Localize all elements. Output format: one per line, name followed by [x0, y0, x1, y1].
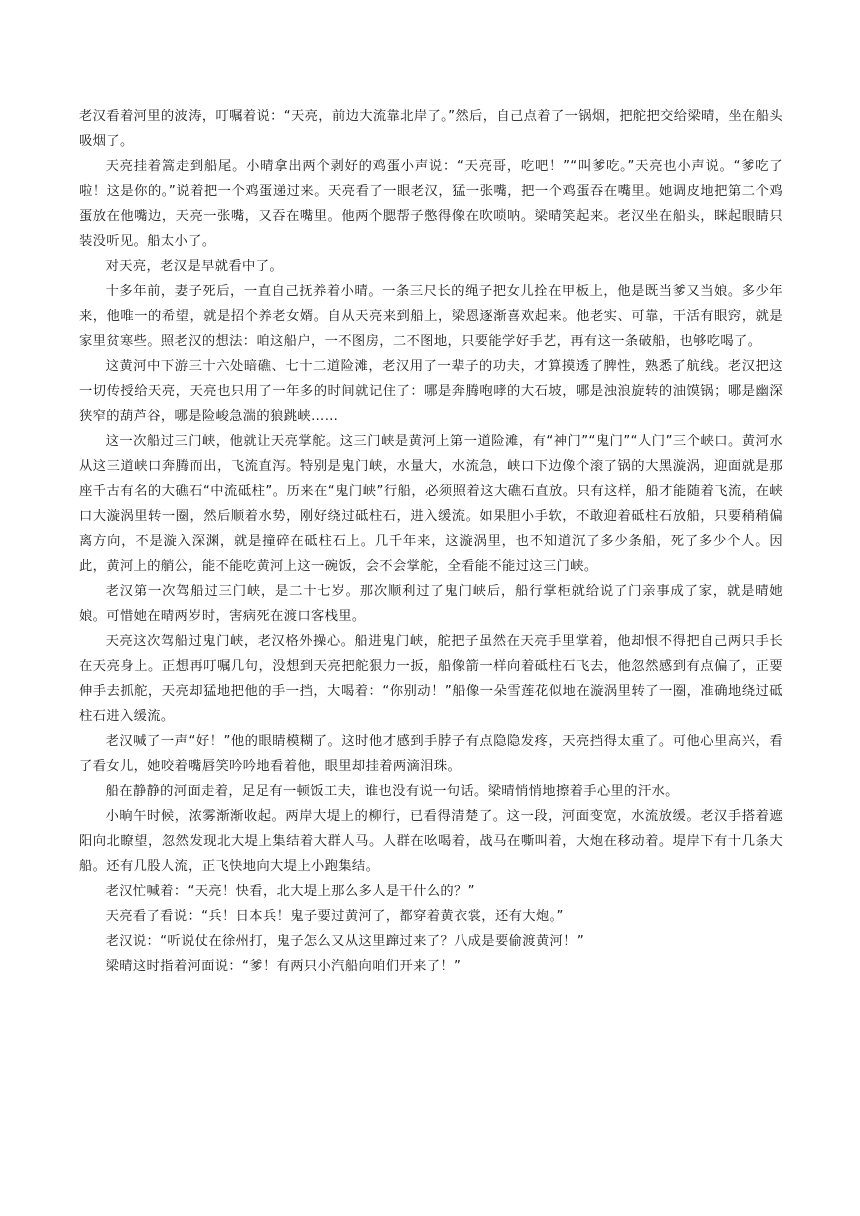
paragraph-1: 老汉看着河里的波涛，叮嘱着说：“天亮，前边大流靠北岸了。”然后，自己点着了一锅烟，把舵把交给梁晴，坐在船头吸烟了。 [79, 109, 783, 149]
paragraph-2: 天亮挂着篙走到船尾。小晴拿出两个剥好的鸡蛋小声说：“天亮哥，吃吧！”“叫爹吃。”天亮也小声说。“爹吃了啦！这是你的。”说着把一个鸡蛋递过来。天亮看了一眼老汉，猛一张嘴，把一个鸡蛋吞在嘴里。她调皮地把第二个鸡蛋放在他嘴边，天亮一张嘴，又吞在嘴里。他两个腮帮子憋得像在吹唢呐。梁晴笑起来。老汉坐在船头，眯起眼睛只装没听见。船太小了。 [79, 159, 783, 249]
paragraph-15: 梁晴这时指着河面说：“爹！有两只小汽船向咱们开来了！” [105, 959, 462, 974]
paragraph-12: 老汉忙喊着：“天亮！快看，北大堤上那么多人是干什么的？” [105, 884, 475, 899]
paragraph-6: 这一次船过三门峡，他就让天亮掌舵。这三门峡是黄河上第一道险滩，有“神门”“鬼门”“人门”三个峡口。黄河水从这三道峡口奔腾而出，飞流直泻。特别是鬼门峡，水量大，水流急，峡口下边像个滚了锅的大黑漩涡，迎面就是那座千古有名的大礁石“中流砥柱”。历来在“鬼门峡”行船，必须照着这大礁石直放。只有这样，船才能随着飞流，在峡口大漩涡里转一圈，然后顺着水势，刚好绕过砥柱石，进入缓流。如果胆小手软，不敢迎着砥柱石放船，只要稍稍偏离方向，不是漩入深渊，就是撞碎在砥柱石上。几千年来，这漩涡里，也不知道沉了多少条船，死了多少个人。因此，黄河上的艄公，能不能吃黄河上这一碗饭，会不会掌舵，全看能不能过这三门峡。 [79, 434, 783, 574]
paragraph-8: 天亮这次驾船过鬼门峡，老汉格外操心。船进鬼门峡，舵把子虽然在天亮手里掌着，他却恨不得把自己两只手长在天亮身上。正想再叮嘱几句，没想到天亮把舵狠力一扳，船像箭一样向着砥柱石飞去，他忽然感到有点偏了，正要伸手去抓舵，天亮却猛地把他的手一挡，大喝着：“你别动！”船像一朵雪莲花似地在漩涡里转了一圈，准确地绕过砥柱石进入缓流。 [79, 634, 783, 724]
paragraph-3: 对天亮，老汉是早就看中了。 [105, 259, 284, 274]
paragraph-4: 十多年前，妻子死后，一直自己抚养着小晴。一条三尺长的绳子把女儿拴在甲板上，他是既当爹又当娘。多少年来，他唯一的希望，就是招个养老女婿。自从天亮来到船上，梁恩逐渐喜欢起来。他老实、可靠，干活有眼窍，就是家里贫寒些。照老汉的想法：咱这船户，一不图房，二不图地，只要能学好手艺，再有这一条破船，也够吃喝了。 [79, 284, 783, 349]
paragraph-11: 小晌午时候，浓雾渐渐收起。两岸大堤上的柳行，已看得清楚了。这一段，河面变宽，水流放缓。老汉手搭着遮阳向北瞭望，忽然发现北大堤上集结着大群人马。人群在吆喝着，战马在嘶叫着，大炮在移动着。堤岸下有十几条大船。还有几股人流，正飞快地向大堤上小跑集结。 [79, 809, 783, 874]
document-body [79, 104, 783, 979]
paragraph-14: 老汉说：“听说仗在徐州打，鬼子怎么又从这里蹿过来了？八成是要偷渡黄河！” [105, 934, 585, 949]
paragraph-13: 天亮看了看说：“兵！日本兵！鬼子要过黄河了，都穿着黄衣裳，还有大炮。” [105, 909, 564, 924]
paragraph-9: 老汉喊了一声“好！”他的眼睛模糊了。这时他才感到手脖子有点隐隐发疼，天亮挡得太重了。可他心里高兴，看了看女儿，她咬着嘴唇笑吟吟地看着他，眼里却挂着两滴泪珠。 [79, 734, 783, 774]
paragraph-5: 这黄河中下游三十六处暗礁、七十二道险滩，老汉用了一辈子的功夫，才算摸透了脾性，熟悉了航线。老汉把这一切传授给天亮，天亮也只用了一年多的时间就记住了：哪是奔腾咆哮的大石坡，哪是浊浪旋转的油馍锅；哪是幽深狭窄的葫芦谷，哪是险峻急湍的狼跳峡…… [79, 359, 783, 424]
paragraph-7: 老汉第一次驾船过三门峡，是二十七岁。那次顺利过了鬼门峡后，船行掌柜就给说了门亲事成了家，就是晴她娘。可惜她在晴两岁时，害病死在渡口客栈里。 [79, 584, 783, 624]
paragraph-10: 船在静静的河面走着，足足有一顿饭工夫，谁也没有说一句话。梁晴悄悄地擦着手心里的汗水。 [105, 784, 679, 799]
